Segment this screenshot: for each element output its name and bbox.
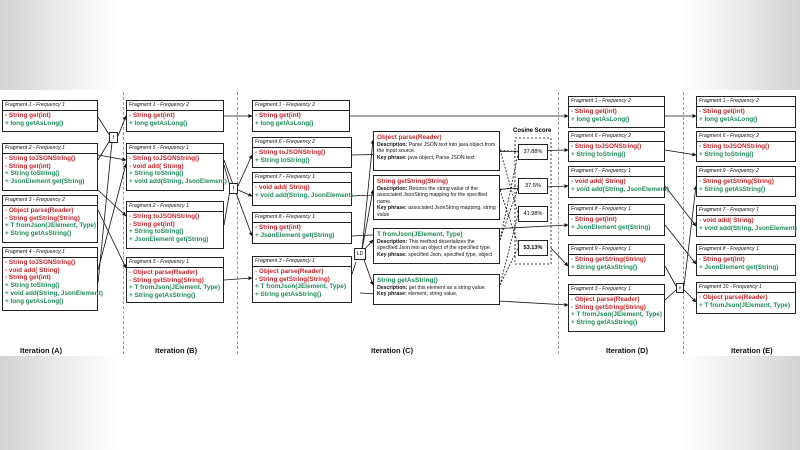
removed-method: - String getString(String) <box>699 178 774 185</box>
description-text <box>377 239 496 252</box>
fragment-body <box>697 177 795 194</box>
fragment-body <box>253 183 351 200</box>
added-method: + String getAsString() <box>5 230 72 238</box>
fragment-body <box>3 206 97 239</box>
removed-method: - String getString(String) <box>129 276 204 284</box>
arrow <box>238 155 252 186</box>
arrow <box>684 186 696 286</box>
key-phrase-text-label: Key phrase: <box>377 251 407 258</box>
iteration-label: Iteration (E) <box>731 346 773 355</box>
fragment-header: Fragment 8 - Frequency 1 <box>569 205 664 215</box>
removed-method: - String get(int) <box>571 216 617 223</box>
description-text-value: Parse JSON text into java object from the input source. <box>377 142 496 155</box>
added-method: + void add(String, JsonElement) <box>129 178 227 186</box>
added-method: + String toString() <box>571 150 626 158</box>
fragment-body <box>3 258 103 306</box>
fragment-header: Fragment 1 - Frequency 2 <box>127 101 223 111</box>
fragment-header: Fragment 6 - Frequency 2 <box>253 138 351 148</box>
fragment-header: Fragment 2 - Frequency 1 <box>3 144 97 154</box>
added-method: + String getAsString() <box>571 263 638 271</box>
merge-node: f <box>676 283 684 293</box>
fragment-box <box>2 143 98 191</box>
fragment-header: Fragment 3 - Frequency 1 <box>569 285 664 295</box>
method-signature: String getString(String) <box>377 178 448 185</box>
arrow <box>665 225 696 264</box>
fragment-header: Fragment 7 - Frequency 1 <box>569 167 664 177</box>
fragment-body <box>569 177 669 194</box>
added-method: + T fromJson(JElement, Type) <box>571 311 662 319</box>
added-method: + long getAsLong() <box>5 119 64 127</box>
description-text-label: Description: <box>377 239 408 245</box>
key-phrase-text-value: specified Json, specified type, object <box>408 251 493 258</box>
removed-method: - String get(int) <box>5 112 51 119</box>
added-method: + String toString() <box>129 228 184 236</box>
fragment-header: Fragment 6 - Frequency 2 <box>697 132 795 142</box>
fragment-box <box>568 131 665 162</box>
fragment-header: Fragment 1 - Frequency 2 <box>569 97 664 107</box>
description-text-label: Description: <box>377 186 408 192</box>
fragment-box <box>568 284 665 332</box>
key-phrase-text-value: element, string value, <box>408 291 458 298</box>
removed-method: - String get(int) <box>5 162 51 170</box>
fragment-header: Fragment 6 - Frequency 2 <box>569 132 664 142</box>
description-text-label: Description: <box>377 285 408 291</box>
added-method: + void add(String, JsonElement) <box>571 185 669 193</box>
fragment-box <box>568 244 665 276</box>
added-method: + void add(String, JsonElement) <box>699 224 797 232</box>
fragment-header: Fragment 7 - Frequency 1 <box>697 206 795 216</box>
fragment-box <box>252 256 352 303</box>
removed-method: - Object parse(Reader) <box>255 268 324 275</box>
added-method: + long getAsLong() <box>5 297 64 305</box>
description-box <box>373 274 500 305</box>
removed-method: - Object parse(Reader) <box>699 294 768 301</box>
fragment-body <box>127 212 223 245</box>
fragment-box <box>696 131 796 162</box>
fragment-box <box>568 204 665 236</box>
key-phrase-text-label: Key phrase: <box>377 291 407 298</box>
fragment-box <box>696 282 796 314</box>
fragment-body <box>253 267 351 300</box>
fragment-body <box>697 293 795 310</box>
removed-method: - String get(int) <box>255 224 301 231</box>
fragment-header: Fragment 4 - Frequency 1 <box>3 248 97 258</box>
fragment-body <box>569 255 664 272</box>
arrow <box>224 278 252 280</box>
fragment-box <box>252 172 352 206</box>
arrow <box>665 186 696 226</box>
description-text <box>377 142 496 155</box>
key-phrase-text <box>377 205 496 218</box>
merge-node: f <box>229 183 238 194</box>
fragment-body <box>253 148 351 165</box>
added-method: + T fromJson(JElement, Type) <box>699 301 790 309</box>
key-phrase-text <box>377 155 496 161</box>
arrow <box>665 266 676 286</box>
fragment-box <box>252 212 352 244</box>
removed-method: - Object parse(Reader) <box>129 269 198 276</box>
added-method: + String getAsString() <box>571 319 638 327</box>
added-method: + String toString() <box>129 170 184 178</box>
fragment-box <box>696 166 796 197</box>
method-signature: String getAsString() <box>377 277 438 284</box>
added-method: + String toString() <box>5 170 60 178</box>
fragment-box <box>696 96 796 128</box>
description-box <box>373 175 500 220</box>
cosine-score: 37.88% <box>518 144 548 160</box>
fragment-header: Fragment 3 - Frequency 1 <box>253 257 351 267</box>
fragment-box <box>568 166 669 198</box>
arrow <box>551 248 568 266</box>
added-method: + long getAsLong() <box>699 115 758 123</box>
added-method: + long getAsLong() <box>129 119 188 127</box>
fragment-box <box>252 137 352 168</box>
removed-method: - String toJSONString() <box>571 143 642 150</box>
removed-method: - void add( String) <box>699 217 754 224</box>
arrow <box>98 164 126 270</box>
fragment-header: Fragment 7 - Frequency 1 <box>253 173 351 183</box>
fragment-body <box>569 295 664 328</box>
key-phrase-text <box>377 252 496 258</box>
fragment-header: Fragment 10 - Frequency 1 <box>697 283 795 293</box>
description-text-value: get this element as a string value. <box>408 285 486 291</box>
iteration-label: Iteration (B) <box>155 346 198 355</box>
description-text-label: Description: <box>377 142 408 148</box>
fragment-box <box>126 100 224 132</box>
arrow <box>665 150 696 155</box>
description-box <box>373 228 500 264</box>
added-method: + long getAsLong() <box>571 115 630 123</box>
fragment-header: Fragment 9 - Frequency 1 <box>569 245 664 255</box>
fragment-header: Fragment 8 - Frequency 1 <box>697 245 795 255</box>
removed-method: - String get(int) <box>571 108 617 115</box>
fragment-box <box>2 100 98 132</box>
removed-method: - String toJSONString() <box>5 259 76 266</box>
fragment-header: Fragment 1 - Frequency 2 <box>697 97 795 107</box>
iteration-label: Iteration (D) <box>606 346 649 355</box>
cosine-score-title: Cosine Score <box>513 128 552 134</box>
iteration-label: Iteration (A) <box>20 346 63 355</box>
fragment-body <box>127 111 223 128</box>
fragment-body <box>697 255 795 272</box>
removed-method: - String get(int) <box>699 256 745 263</box>
fragment-box <box>126 257 224 303</box>
added-method: + String toString() <box>699 150 754 158</box>
removed-method: - Object parse(Reader) <box>5 207 74 214</box>
removed-method: - String toJSONString() <box>255 149 326 156</box>
arrow <box>665 290 676 300</box>
removed-method: - void add( String) <box>129 162 184 170</box>
key-phrase-text-value: java object, Parse JSON text <box>408 154 475 161</box>
cosine-score-best: 53.13% <box>518 240 548 256</box>
removed-method: - String toJSONString() <box>129 155 200 162</box>
fragment-header: Fragment 8 - Frequency 1 <box>253 213 351 223</box>
removed-method: - Object parse(Reader) <box>571 296 640 303</box>
fragment-box <box>126 201 224 249</box>
description-text-value: This method deserializes the specified Json into an object of the specified type. <box>377 239 492 252</box>
added-method: + JsonElement get(String) <box>5 178 85 186</box>
arrow <box>98 155 126 160</box>
fragment-body <box>253 111 349 128</box>
removed-method: - void add( String) <box>571 178 626 185</box>
added-method: + long getAsLong() <box>255 119 314 127</box>
method-signature: Object parse(Reader) <box>377 134 442 141</box>
iteration-label: Iteration (C) <box>371 346 414 355</box>
fragment-box <box>568 96 665 128</box>
description-text-value: Returns the string value of the associated JsonString mapping for the specified name. <box>377 186 488 205</box>
fragment-header: Fragment 2 - Frequency 1 <box>127 202 223 212</box>
removed-method: - String toJSONString() <box>5 155 76 162</box>
fragment-box <box>2 195 98 243</box>
fragment-header: Fragment 3 - Frequency 1 <box>127 258 223 268</box>
description-box <box>373 131 500 171</box>
cosine-score: 37.5% <box>518 178 548 194</box>
arrow <box>224 190 230 225</box>
removed-method: - String getString(String) <box>571 256 646 263</box>
fragment-body <box>253 223 351 240</box>
fragment-header: Fragment 3 - Frequency 2 <box>3 196 97 206</box>
fragment-header: Fragment 9 - Frequency 2 <box>697 167 795 177</box>
fragment-box <box>252 100 350 132</box>
fragment-box <box>2 247 103 311</box>
added-method: + T fromJson(JElement, Type) <box>5 222 96 230</box>
added-method: + JsonElement get(String) <box>255 231 335 239</box>
arrow <box>118 116 126 136</box>
key-phrase-text-label: Key phrase: <box>377 205 407 212</box>
added-method: + String getAsString() <box>699 185 766 193</box>
fragment-body <box>3 154 97 187</box>
removed-method: - String get(int) <box>5 274 51 282</box>
ld-node: LD <box>354 248 366 260</box>
removed-method: - String toJSONString() <box>699 143 770 150</box>
removed-method: - String getString(String) <box>571 303 646 311</box>
fragment-body <box>697 216 795 233</box>
arrow <box>238 190 252 196</box>
fragment-box <box>126 143 227 191</box>
merge-node: f <box>109 132 118 143</box>
arrow <box>224 160 252 236</box>
cosine-score: 41.98% <box>518 206 548 222</box>
removed-method: - String get(int) <box>255 112 301 119</box>
removed-method: - void add( String) <box>255 184 310 191</box>
fragment-box <box>696 244 796 276</box>
removed-method: - String get(int) <box>129 220 175 228</box>
removed-method: - String get(int) <box>129 112 175 119</box>
fragment-body <box>569 215 664 232</box>
fragment-body <box>697 107 795 124</box>
added-method: + JsonElement get(String) <box>699 263 779 271</box>
added-method: + void add(String, JsonElement) <box>5 289 103 297</box>
fragment-box <box>696 205 796 237</box>
fragment-body <box>127 268 223 301</box>
added-method: + String toString() <box>5 282 60 290</box>
fragment-body <box>569 142 664 159</box>
fragment-header: Fragment 1 - Frequency 2 <box>253 101 349 111</box>
method-signature: T fromJson(JElement, Type) <box>377 231 463 238</box>
fragment-body <box>3 111 97 128</box>
added-method: + String getAsString() <box>255 291 322 299</box>
arrow <box>98 190 126 216</box>
removed-method: - String getString(String) <box>255 275 330 283</box>
added-method: + T fromJson(JElement, Type) <box>129 284 220 292</box>
added-method: + String getAsString() <box>129 292 196 300</box>
removed-method: - String toJSONString() <box>129 213 200 220</box>
fragment-header: Fragment 5 - Frequency 1 <box>127 144 223 154</box>
description-text <box>377 186 496 205</box>
added-method: + JsonElement get(String) <box>571 223 651 231</box>
added-method: + String toString() <box>255 156 310 164</box>
key-phrase-text <box>377 291 496 297</box>
added-method: + T fromJson(JElement, Type) <box>255 283 346 291</box>
added-method: + JsonElement get(String) <box>129 236 209 244</box>
fragment-body <box>569 107 664 124</box>
key-phrase-text-value: associated JsonString mapping, string value <box>377 205 496 218</box>
removed-method: - String getString(String) <box>5 214 80 222</box>
fragment-body <box>127 154 227 187</box>
fragment-header: Fragment 1 - Frequency 1 <box>3 101 97 111</box>
added-method: + void add(String, JsonElement) <box>255 191 353 199</box>
removed-method: - void add( String) <box>5 266 60 274</box>
removed-method: - String get(int) <box>699 108 745 115</box>
arrow <box>684 290 696 302</box>
key-phrase-text-label: Key phrase: <box>377 154 407 161</box>
fragment-body <box>697 142 795 159</box>
